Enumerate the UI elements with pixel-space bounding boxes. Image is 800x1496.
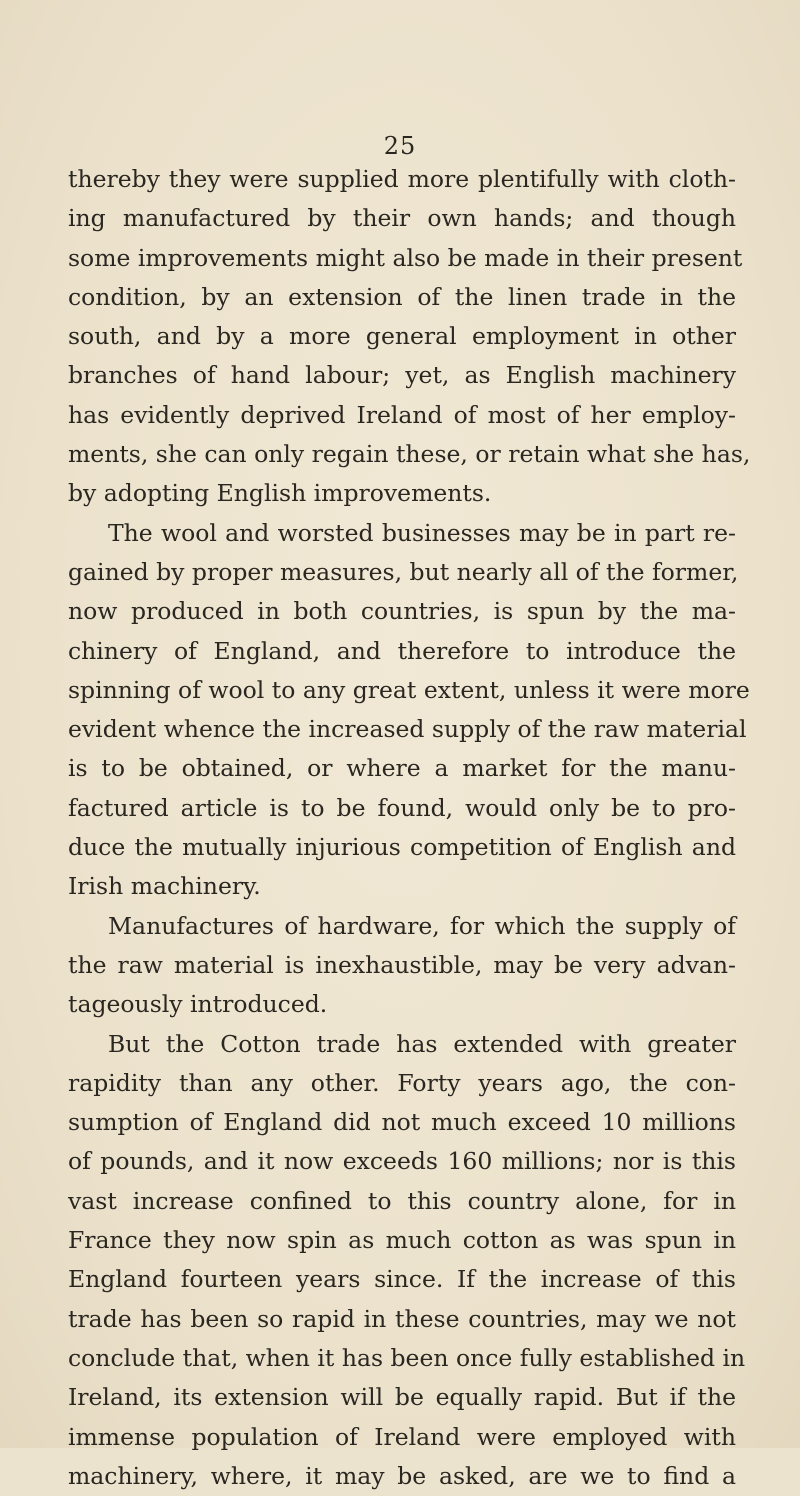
text-line: is to be obtained, or where a market for the manu-	[68, 754, 736, 783]
body-text	[68, 160, 751, 1496]
text-line: branches of hand labour; yet, as English machinery	[68, 361, 736, 390]
text-line: England fourteen years since. If the increase of this	[68, 1265, 736, 1294]
text-line: rapidity than any other. Forty years ago, the con-	[68, 1068, 736, 1097]
text-line: Manufactures of hardware, for which the supply of	[108, 911, 736, 940]
text-line: gained by proper measures, but nearly all of the former,	[68, 557, 739, 586]
text-line: ments, she can only regain these, or retain what she has,	[68, 440, 751, 469]
text-line: tageously introduced.	[68, 990, 328, 1019]
text-line: Irish machinery.	[68, 872, 261, 901]
page-number: 25	[383, 132, 417, 160]
text-line: chinery of England, and therefore to introduce the	[68, 636, 736, 665]
text-line: sumption of England did not much exceed 10 millions	[68, 1108, 736, 1137]
text-line: ing manufactured by their own hands; and though	[68, 204, 736, 233]
text-line: of pounds, and it now exceeds 160 millions; nor is this	[68, 1147, 736, 1176]
text-line: Ireland, its extension will be equally rapid. But if the	[68, 1383, 736, 1412]
text-line: spinning of wool to any great extent, unless it were more	[68, 675, 750, 704]
text-line: the raw material is inexhaustible, may be very advan-	[68, 950, 736, 979]
text-line: has evidently deprived Ireland of most of her employ-	[68, 400, 736, 429]
text-line: But the Cotton trade has extended with greater	[108, 1029, 736, 1058]
text-line: some improvements might also be made in their present	[68, 243, 743, 272]
text-line: machinery, where, it may be asked, are we to find a	[68, 1461, 736, 1490]
text-line: France they now spin as much cotton as was spun in	[68, 1226, 736, 1255]
text-line: south, and by a more general employment in other	[68, 322, 736, 351]
text-line: conclude that, when it has been once fully established in	[68, 1343, 746, 1372]
text-line: immense population of Ireland were employed with	[68, 1422, 736, 1451]
text-line: factured article is to be found, would only be to pro-	[68, 793, 736, 822]
text-line: vast increase confined to this country alone, for in	[68, 1186, 736, 1215]
text-line: condition, by an extension of the linen trade in the	[68, 282, 736, 311]
text-line: trade has been so rapid in these countries, may we not	[68, 1304, 736, 1333]
text-line: The wool and worsted businesses may be in part re-	[108, 518, 736, 547]
text-line: thereby they were supplied more plentifully with cloth-	[68, 165, 736, 193]
text-line: by adopting English improvements.	[68, 479, 492, 508]
text-line: evident whence the increased supply of the raw material	[68, 715, 747, 744]
text-line: duce the mutually injurious competition of English and	[68, 833, 736, 862]
text-line: now produced in both countries, is spun by the ma-	[68, 597, 736, 626]
